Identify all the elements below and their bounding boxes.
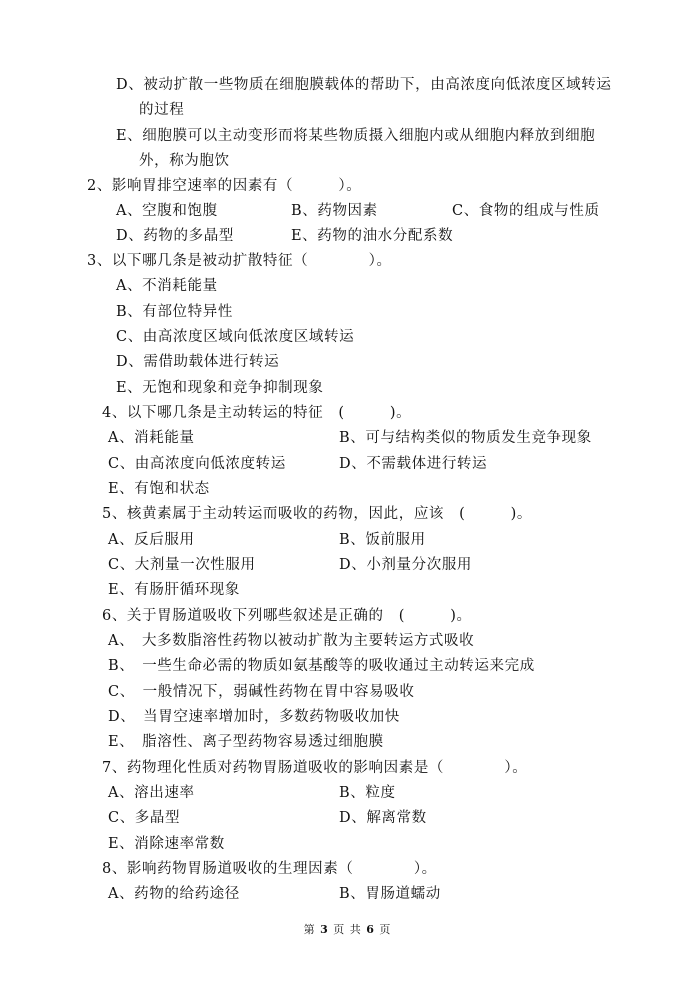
q6-option-b: B、 一些生命必需的物质如氨基酸等的吸收通过主动转运来完成 [108,658,535,674]
option-d-line1: D、被动扩散一些物质在细胞膜载体的帮助下，由高浓度向低浓度区域转运 [116,77,612,93]
question-8: 8、影响药物胃肠道吸收的生理因素（ ）。 [102,861,437,877]
q4-option-b: B、可与结构类似的物质发生竞争现象 [339,430,592,446]
q2-option-a: A、空腹和饱腹 [116,203,218,219]
footer-prefix: 第 [303,923,316,936]
q2-option-e: E、药物的油水分配系数 [291,228,454,244]
q2-option-c: C、食物的组成与性质 [452,203,600,219]
q3-option-e: E、无饱和现象和竞争抑制现象 [116,380,324,396]
q4-option-a: A、消耗能量 [108,430,195,446]
current-page-number: 3 [320,923,329,936]
q4-option-d: D、不需载体进行转运 [339,456,488,472]
q5-option-e: E、有肠肝循环现象 [108,582,240,598]
question-5: 5、核黄素属于主动转运而吸收的药物，因此，应该 ( )。 [102,506,533,522]
q7-option-b: B、粒度 [339,785,396,801]
q7-option-a: A、溶出速率 [108,785,195,801]
q8-option-a: A、药物的给药途径 [108,886,240,902]
q5-option-b: B、饭前服用 [339,532,426,548]
q6-option-d: D、 当胃空速率增加时，多数药物吸收加快 [108,709,400,725]
q7-option-d: D、解离常数 [339,810,427,826]
footer-suffix: 页 [379,923,392,936]
q6-option-c: C、 一般情况下，弱碱性药物在胃中容易吸收 [108,684,415,700]
q2-option-b: B、药物因素 [291,203,378,219]
q4-option-c: C、由高浓度向低浓度转运 [108,456,286,472]
q5-option-c: C、大剂量一次性服用 [108,557,256,573]
q6-option-e: E、 脂溶性、离子型药物容易透过细胞膜 [108,734,384,750]
question-3: 3、以下哪几条是被动扩散特征（ ）。 [87,253,392,269]
question-6: 6、关于胃肠道吸收下列哪些叙述是正确的 ( )。 [102,608,472,624]
question-2: 2、影响胃排空速率的因素有（ ）。 [87,178,362,194]
q7-option-c: C、多晶型 [108,810,181,826]
question-4: 4、以下哪几条是主动转运的特征 ( )。 [102,405,412,421]
option-e-line1: E、细胞膜可以主动变形而将某些物质摄入细胞内或从细胞内释放到细胞 [116,128,596,144]
q5-option-d: D、小剂量分次服用 [339,557,473,573]
q8-option-b: B、胃肠道蠕动 [339,886,441,902]
q3-option-a: A、不消耗能量 [116,278,218,294]
option-e-line2: 外，称为胞饮 [139,153,230,169]
q4-option-e: E、有饱和状态 [108,481,210,497]
question-7: 7、药物理化性质对药物胃肠道吸收的影响因素是（ ）。 [102,760,528,776]
q3-option-c: C、由高浓度区域向低浓度区域转运 [116,329,355,345]
option-d-line2: 的过程 [139,102,185,118]
q6-option-a: A、 大多数脂溶性药物以被动扩散为主要转运方式吸收 [108,633,475,649]
total-page-number: 6 [366,923,375,936]
q2-option-d: D、药物的多晶型 [116,228,234,244]
q5-option-a: A、反后服用 [108,532,195,548]
q3-option-b: B、有部位特异性 [116,304,233,320]
footer-middle: 页 共 [333,923,362,936]
q7-option-e: E、消除速率常数 [108,836,225,852]
q3-option-d: D、需借助载体进行转运 [116,354,280,370]
page-footer [0,921,695,937]
